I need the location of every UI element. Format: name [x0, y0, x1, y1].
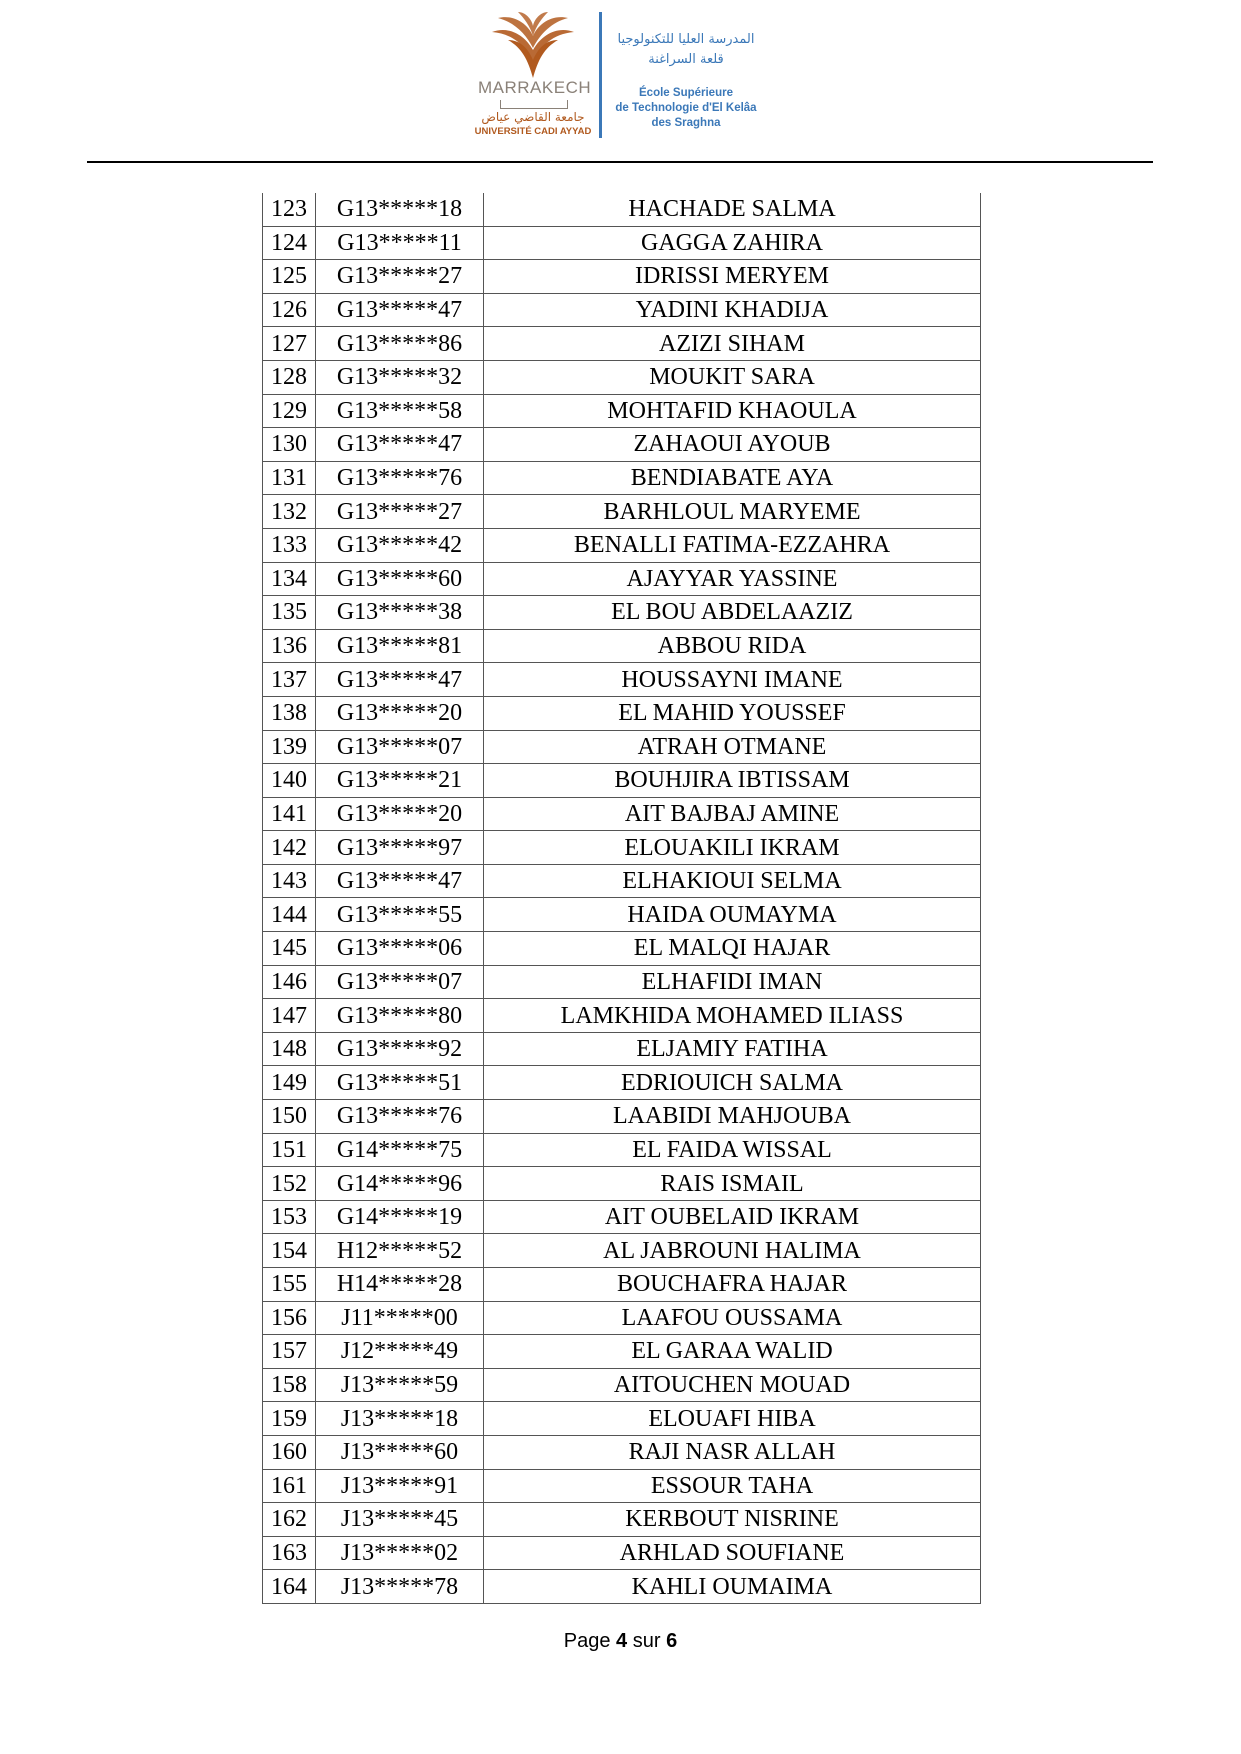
student-name-cell: AIT BAJBAJ AMINE — [484, 797, 981, 831]
table-row — [263, 1268, 981, 1302]
table-row — [263, 293, 981, 327]
table-row — [263, 1368, 981, 1402]
student-code-cell: G13*****47 — [316, 663, 484, 697]
student-code-cell: G13*****32 — [316, 360, 484, 394]
student-name-cell: ELOUAFI HIBA — [484, 1402, 981, 1436]
table-row — [263, 1100, 981, 1134]
student-code-cell: G13*****55 — [316, 898, 484, 932]
student-code-cell: G13*****47 — [316, 293, 484, 327]
table-row — [263, 360, 981, 394]
row-number-cell: 155 — [263, 1268, 316, 1302]
student-code-cell: G13*****27 — [316, 495, 484, 529]
table-row — [263, 1133, 981, 1167]
row-number-cell: 134 — [263, 562, 316, 596]
table-row — [263, 663, 981, 697]
student-code-cell: G13*****42 — [316, 528, 484, 562]
student-code-cell: G13*****18 — [316, 193, 484, 226]
student-code-cell: J13*****91 — [316, 1469, 484, 1503]
logo-divider — [599, 12, 602, 138]
student-name-cell: ZAHAOUI AYOUB — [484, 428, 981, 462]
page-of-word: sur — [632, 1630, 661, 1652]
student-code-cell: G14*****96 — [316, 1167, 484, 1201]
table-row — [263, 629, 981, 663]
row-number-cell: 147 — [263, 999, 316, 1033]
table-row — [263, 327, 981, 361]
student-code-cell: G13*****80 — [316, 999, 484, 1033]
student-code-cell: G13*****51 — [316, 1066, 484, 1100]
row-number-cell: 131 — [263, 461, 316, 495]
page-header — [0, 0, 1241, 165]
student-name-cell: HACHADE SALMA — [484, 193, 981, 226]
student-name-cell: ELHAKIOUI SELMA — [484, 864, 981, 898]
student-list-table — [262, 193, 981, 1604]
student-name-cell: AL JABROUNI HALIMA — [484, 1234, 981, 1268]
row-number-cell: 151 — [263, 1133, 316, 1167]
table-row — [263, 596, 981, 630]
row-number-cell: 124 — [263, 226, 316, 260]
student-code-cell: J13*****45 — [316, 1503, 484, 1537]
current-page-number: 4 — [616, 1630, 628, 1652]
row-number-cell: 153 — [263, 1200, 316, 1234]
row-number-cell: 159 — [263, 1402, 316, 1436]
row-number-cell: 130 — [263, 428, 316, 462]
student-name-cell: MOUKIT SARA — [484, 360, 981, 394]
row-number-cell: 129 — [263, 394, 316, 428]
student-name-cell: ESSOUR TAHA — [484, 1469, 981, 1503]
student-code-cell: G13*****38 — [316, 596, 484, 630]
row-number-cell: 137 — [263, 663, 316, 697]
student-name-cell: BOUHJIRA IBTISSAM — [484, 764, 981, 798]
logo-ornament — [500, 100, 568, 109]
table-row — [263, 999, 981, 1033]
row-number-cell: 139 — [263, 730, 316, 764]
student-name-cell: ABBOU RIDA — [484, 629, 981, 663]
page-word: Page — [563, 1630, 611, 1652]
student-code-cell: H12*****52 — [316, 1234, 484, 1268]
row-number-cell: 146 — [263, 965, 316, 999]
table-row — [263, 1066, 981, 1100]
total-pages-number: 6 — [666, 1630, 678, 1652]
row-number-cell: 158 — [263, 1368, 316, 1402]
table-row — [263, 1234, 981, 1268]
student-code-cell: J13*****18 — [316, 1402, 484, 1436]
student-name-cell: BENDIABATE AYA — [484, 461, 981, 495]
table-row — [263, 730, 981, 764]
student-code-cell: G13*****92 — [316, 1032, 484, 1066]
table-row — [263, 1335, 981, 1369]
row-number-cell: 141 — [263, 797, 316, 831]
table-row — [263, 1570, 981, 1604]
table-row — [263, 1167, 981, 1201]
student-code-cell: G13*****07 — [316, 730, 484, 764]
student-code-cell: G13*****07 — [316, 965, 484, 999]
table-row — [263, 562, 981, 596]
row-number-cell: 133 — [263, 528, 316, 562]
student-code-cell: G13*****76 — [316, 461, 484, 495]
table-row — [263, 1435, 981, 1469]
university-name-arabic: جامعة القاضي عياض — [481, 110, 585, 124]
table-row — [263, 864, 981, 898]
table-row — [263, 428, 981, 462]
student-name-cell: EL MAHID YOUSSEF — [484, 696, 981, 730]
table-row — [263, 1503, 981, 1537]
row-number-cell: 132 — [263, 495, 316, 529]
table-row — [263, 394, 981, 428]
student-name-cell: AJAYYAR YASSINE — [484, 562, 981, 596]
student-code-cell: G13*****20 — [316, 797, 484, 831]
school-name-french-line2: de Technologie d'El Kelâa — [615, 102, 757, 114]
student-name-cell: ELHAFIDI IMAN — [484, 965, 981, 999]
table-row — [263, 528, 981, 562]
student-name-cell: LAAFOU OUSSAMA — [484, 1301, 981, 1335]
student-name-cell: HAIDA OUMAYMA — [484, 898, 981, 932]
table-row — [263, 1469, 981, 1503]
table-row — [263, 831, 981, 865]
school-name-french-line3: des Sraghna — [651, 117, 721, 129]
student-name-cell: IDRISSI MERYEM — [484, 260, 981, 294]
table-row — [263, 1402, 981, 1436]
row-number-cell: 145 — [263, 932, 316, 966]
row-number-cell: 148 — [263, 1032, 316, 1066]
row-number-cell: 152 — [263, 1167, 316, 1201]
row-number-cell: 126 — [263, 293, 316, 327]
student-name-cell: BOUCHAFRA HAJAR — [484, 1268, 981, 1302]
table-row — [263, 1032, 981, 1066]
student-code-cell: G13*****76 — [316, 1100, 484, 1134]
student-code-cell: J12*****49 — [316, 1335, 484, 1369]
student-code-cell: J11*****00 — [316, 1301, 484, 1335]
student-name-cell: LAMKHIDA MOHAMED ILIASS — [484, 999, 981, 1033]
student-code-cell: G13*****11 — [316, 226, 484, 260]
table-row — [263, 932, 981, 966]
row-number-cell: 128 — [263, 360, 316, 394]
table-row — [263, 495, 981, 529]
student-code-cell: G14*****19 — [316, 1200, 484, 1234]
student-code-cell: G13*****97 — [316, 831, 484, 865]
header-divider — [87, 161, 1153, 163]
row-number-cell: 138 — [263, 696, 316, 730]
row-number-cell: 140 — [263, 764, 316, 798]
row-number-cell: 143 — [263, 864, 316, 898]
table-row — [263, 1200, 981, 1234]
student-code-cell: J13*****78 — [316, 1570, 484, 1604]
row-number-cell: 156 — [263, 1301, 316, 1335]
student-name-cell: AIT OUBELAID IKRAM — [484, 1200, 981, 1234]
university-logo-icon — [478, 10, 588, 80]
student-name-cell: ELOUAKILI IKRAM — [484, 831, 981, 865]
row-number-cell: 142 — [263, 831, 316, 865]
student-name-cell: MOHTAFID KHAOULA — [484, 394, 981, 428]
student-code-cell: J13*****59 — [316, 1368, 484, 1402]
student-name-cell: RAIS ISMAIL — [484, 1167, 981, 1201]
student-code-cell: G13*****58 — [316, 394, 484, 428]
row-number-cell: 154 — [263, 1234, 316, 1268]
student-name-cell: EL FAIDA WISSAL — [484, 1133, 981, 1167]
student-name-cell: AITOUCHEN MOUAD — [484, 1368, 981, 1402]
student-list-body — [263, 193, 981, 1603]
row-number-cell: 150 — [263, 1100, 316, 1134]
student-code-cell: J13*****02 — [316, 1536, 484, 1570]
school-name-arabic-line2: قلعة السراغنة — [648, 52, 724, 67]
table-row — [263, 461, 981, 495]
student-name-cell: HOUSSAYNI IMANE — [484, 663, 981, 697]
student-code-cell: G13*****47 — [316, 864, 484, 898]
student-name-cell: EL BOU ABDELAAZIZ — [484, 596, 981, 630]
page-number — [0, 1630, 1241, 1653]
row-number-cell: 149 — [263, 1066, 316, 1100]
table-row — [263, 1536, 981, 1570]
row-number-cell: 136 — [263, 629, 316, 663]
row-number-cell: 157 — [263, 1335, 316, 1369]
student-name-cell: GAGGA ZAHIRA — [484, 226, 981, 260]
row-number-cell: 164 — [263, 1570, 316, 1604]
student-code-cell: G13*****21 — [316, 764, 484, 798]
table-row — [263, 797, 981, 831]
school-name-arabic-line1: المدرسة العليا للتكنولوجيا — [617, 32, 755, 47]
student-name-cell: BENALLI FATIMA-EZZAHRA — [484, 528, 981, 562]
student-code-cell: G13*****86 — [316, 327, 484, 361]
student-name-cell: YADINI KHADIJA — [484, 293, 981, 327]
student-name-cell: RAJI NASR ALLAH — [484, 1435, 981, 1469]
table-row — [263, 193, 981, 226]
student-code-cell: G14*****75 — [316, 1133, 484, 1167]
row-number-cell: 123 — [263, 193, 316, 226]
student-name-cell: EDRIOUICH SALMA — [484, 1066, 981, 1100]
student-code-cell: H14*****28 — [316, 1268, 484, 1302]
student-name-cell: KERBOUT NISRINE — [484, 1503, 981, 1537]
school-name-french-line1: École Supérieure — [639, 87, 733, 99]
table-row — [263, 1301, 981, 1335]
student-name-cell: ARHLAD SOUFIANE — [484, 1536, 981, 1570]
university-name-french: UNIVERSITÉ CADI AYYAD — [474, 126, 592, 137]
student-code-cell: G13*****27 — [316, 260, 484, 294]
table-row — [263, 696, 981, 730]
table-row — [263, 226, 981, 260]
row-number-cell: 127 — [263, 327, 316, 361]
student-code-cell: G13*****20 — [316, 696, 484, 730]
student-code-cell: G13*****06 — [316, 932, 484, 966]
row-number-cell: 161 — [263, 1469, 316, 1503]
student-code-cell: G13*****47 — [316, 428, 484, 462]
student-code-cell: G13*****60 — [316, 562, 484, 596]
student-name-cell: ELJAMIY FATIHA — [484, 1032, 981, 1066]
student-name-cell: ATRAH OTMANE — [484, 730, 981, 764]
table-row — [263, 965, 981, 999]
student-name-cell: LAABIDI MAHJOUBA — [484, 1100, 981, 1134]
logo-city-name: MARRAKECH — [478, 78, 592, 97]
student-name-cell: KAHLI OUMAIMA — [484, 1570, 981, 1604]
row-number-cell: 160 — [263, 1435, 316, 1469]
row-number-cell: 135 — [263, 596, 316, 630]
student-name-cell: AZIZI SIHAM — [484, 327, 981, 361]
table-row — [263, 260, 981, 294]
row-number-cell: 125 — [263, 260, 316, 294]
table-row — [263, 764, 981, 798]
student-name-cell: EL MALQI HAJAR — [484, 932, 981, 966]
row-number-cell: 163 — [263, 1536, 316, 1570]
student-name-cell: EL GARAA WALID — [484, 1335, 981, 1369]
student-name-cell: BARHLOUL MARYEME — [484, 495, 981, 529]
row-number-cell: 162 — [263, 1503, 316, 1537]
student-code-cell: G13*****81 — [316, 629, 484, 663]
table-row — [263, 898, 981, 932]
row-number-cell: 144 — [263, 898, 316, 932]
student-code-cell: J13*****60 — [316, 1435, 484, 1469]
